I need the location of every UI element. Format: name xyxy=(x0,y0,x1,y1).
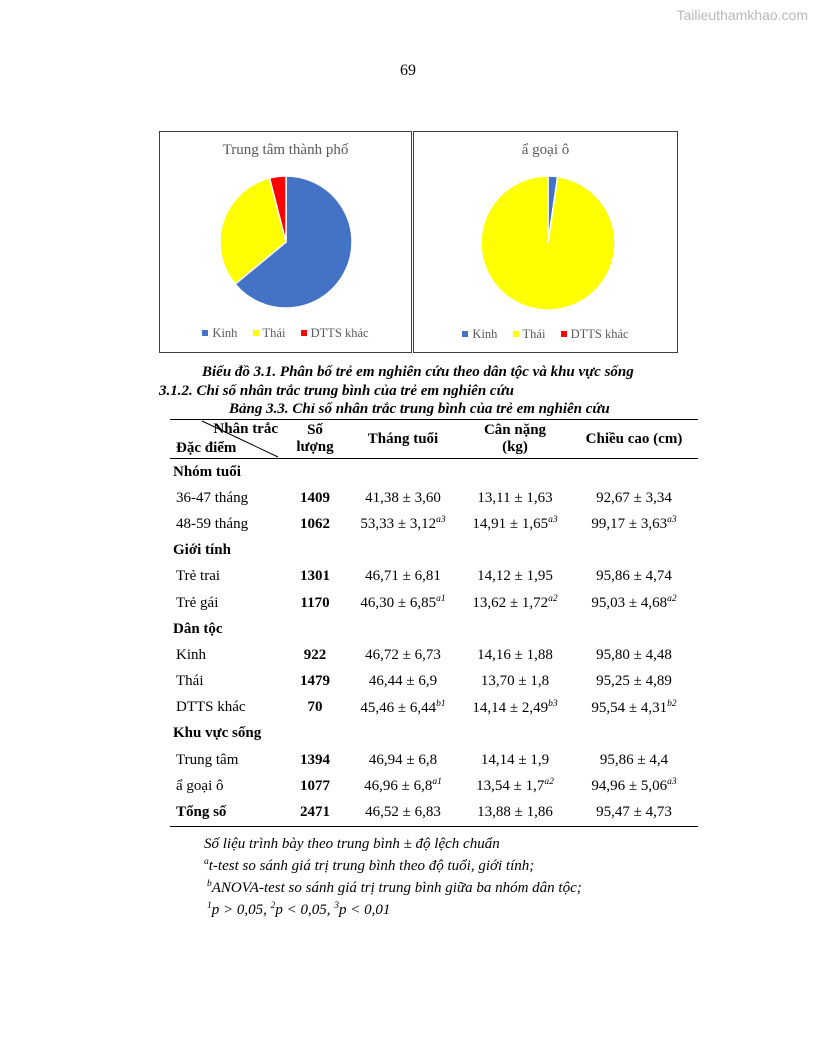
age-cell-value: 45,46 ± 6,44 xyxy=(360,699,437,716)
row-label: Trẻ trai xyxy=(176,568,221,585)
row-count: 70 xyxy=(307,699,323,716)
height-cell xyxy=(570,485,698,511)
height-cell-value: 92,67 ± 3,34 xyxy=(596,489,672,506)
row-count: 922 xyxy=(303,646,327,663)
header-corner-bottom: Đặc điểm xyxy=(176,440,237,456)
significance-marker: a3 xyxy=(667,515,677,526)
total-height-cell-value: 95,47 ± 4,73 xyxy=(596,804,672,821)
legend-swatch xyxy=(253,330,259,336)
row-label: Trung tâm xyxy=(176,751,239,768)
weight-cell-value: 13,54 ± 1,7 xyxy=(476,778,545,795)
weight-cell xyxy=(460,485,570,511)
legend-item-kinh xyxy=(462,327,497,341)
weight-cell xyxy=(460,695,570,721)
height-cell xyxy=(570,747,698,773)
table-header-row xyxy=(170,420,698,459)
legend-label: Thái xyxy=(522,327,546,341)
group-title: Nhóm tuổi xyxy=(173,463,241,480)
group-header-row xyxy=(170,538,698,564)
total-age-cell xyxy=(346,799,460,826)
significance-marker: a1 xyxy=(432,777,442,788)
note-text: ANOVA-test so sánh giá trị trung bình giữa ba nhóm dân tộc; xyxy=(211,880,582,896)
note-superscript: b xyxy=(207,879,212,889)
weight-cell xyxy=(460,747,570,773)
height-cell-value: 95,54 ± 4,31 xyxy=(591,699,668,716)
row-count: 1409 xyxy=(300,489,330,506)
header-n-line1: Số xyxy=(307,422,323,438)
weight-cell xyxy=(460,669,570,695)
total-age-cell-value: 46,52 ± 6,83 xyxy=(365,804,441,821)
row-label: Kinh xyxy=(176,646,206,663)
note-superscript: 3 xyxy=(334,901,339,911)
weight-cell xyxy=(460,773,570,799)
table-row xyxy=(170,695,698,721)
pie-chart-suburban xyxy=(413,131,678,353)
page-number: 69 xyxy=(400,62,416,79)
height-cell-value: 95,80 ± 4,48 xyxy=(596,646,672,663)
header-weight xyxy=(460,420,570,459)
note-text: p < 0,05, xyxy=(275,902,335,918)
height-cell-value: 95,25 ± 4,89 xyxy=(596,673,672,690)
age-cell-value: 46,30 ± 6,85 xyxy=(360,595,437,612)
height-cell-value: 95,03 ± 4,68 xyxy=(591,595,668,612)
row-count: 1170 xyxy=(300,594,330,611)
height-cell xyxy=(570,564,698,590)
age-cell-value: 46,94 ± 6,8 xyxy=(368,751,438,768)
row-label: DTTS khác xyxy=(176,699,246,716)
chart-legend xyxy=(414,327,677,342)
header-height: Chiều cao (cm) xyxy=(570,420,698,459)
weight-cell-value: 14,91 ± 1,65 xyxy=(472,516,549,533)
header-weight-line2: (kg) xyxy=(502,439,528,455)
note-superscript: 1 xyxy=(207,901,212,911)
height-cell-value: 95,86 ± 4,74 xyxy=(596,568,672,585)
weight-cell xyxy=(460,642,570,668)
row-label: ẩ goại ô xyxy=(176,777,224,794)
total-label: Tổng số xyxy=(170,799,284,826)
height-cell xyxy=(570,590,698,616)
group-title: Giới tính xyxy=(173,542,231,559)
note-text: p > 0,05, xyxy=(211,902,271,918)
legend-label: Kinh xyxy=(212,326,238,340)
height-cell-value: 95,86 ± 4,4 xyxy=(599,751,669,768)
header-n xyxy=(284,420,346,459)
pie-svg xyxy=(414,132,677,352)
table-row xyxy=(170,590,698,616)
group-header-row xyxy=(170,616,698,642)
height-cell xyxy=(570,511,698,537)
weight-cell xyxy=(460,564,570,590)
legend-swatch xyxy=(202,330,208,336)
age-cell-value: 41,38 ± 3,60 xyxy=(365,489,441,506)
age-cell xyxy=(346,642,460,668)
weight-cell xyxy=(460,511,570,537)
chart-legend xyxy=(160,326,411,341)
significance-marker: a3 xyxy=(667,777,677,788)
legend-label: DTTS khác xyxy=(570,327,629,341)
header-corner-top: Nhân trắc xyxy=(213,421,278,437)
row-count: 1479 xyxy=(300,673,330,690)
significance-marker: b1 xyxy=(436,698,446,709)
significance-marker: a3 xyxy=(548,515,558,526)
group-title: Khu vực sống xyxy=(173,725,262,742)
pie-slice-thái xyxy=(481,176,615,310)
header-age: Tháng tuổi xyxy=(346,420,460,459)
note-text: p < 0,01 xyxy=(339,902,391,918)
weight-cell xyxy=(460,590,570,616)
significance-marker: b3 xyxy=(548,698,558,709)
group-title: Dân tộc xyxy=(173,620,223,637)
legend-swatch xyxy=(462,331,468,337)
significance-marker: a3 xyxy=(436,515,446,526)
significance-marker: a2 xyxy=(544,777,554,788)
table-row xyxy=(170,747,698,773)
age-cell xyxy=(346,511,460,537)
weight-cell-value: 14,16 ± 1,88 xyxy=(477,646,553,663)
figure-caption: Biểu đồ 3.1. Phân bố trẻ em nghiên cứu theo dân tộc và khu vực sống xyxy=(202,364,634,380)
weight-cell-value: 13,11 ± 1,63 xyxy=(477,489,553,506)
height-cell xyxy=(570,669,698,695)
total-row xyxy=(170,799,698,826)
legend-label: Thái xyxy=(262,326,286,340)
age-cell xyxy=(346,564,460,590)
legend-swatch xyxy=(561,331,567,337)
row-label: Trẻ gái xyxy=(176,594,219,611)
legend-label: DTTS khác xyxy=(310,326,369,340)
row-label: Thái xyxy=(176,673,204,690)
total-height-cell xyxy=(570,799,698,826)
header-n-line2: lượng xyxy=(296,439,334,455)
age-cell xyxy=(346,590,460,616)
legend-item-dtts xyxy=(301,326,369,340)
total-weight-cell xyxy=(460,799,570,826)
header-weight-line1: Cân nặng xyxy=(483,422,547,438)
weight-cell-value: 13,62 ± 1,72 xyxy=(472,595,549,612)
pie-chart-city-center xyxy=(159,131,412,353)
age-cell-value: 46,44 ± 6,9 xyxy=(368,673,438,690)
note-line-1: Số liệu trình bày theo trung bình ± độ lệch chuẩn xyxy=(204,836,500,852)
table-row xyxy=(170,642,698,668)
note-superscript: a xyxy=(204,857,209,867)
note-line-3 xyxy=(207,879,582,897)
watermark: Tailieuthamkhao.com xyxy=(676,7,808,23)
header-corner-cell xyxy=(170,420,284,459)
chart-title: ẩ goại ô xyxy=(521,142,570,158)
weight-cell-value: 14,12 ± 1,95 xyxy=(477,568,553,585)
age-cell-value: 46,72 ± 6,73 xyxy=(365,646,441,663)
weight-cell-value: 13,70 ± 1,8 xyxy=(480,673,550,690)
height-cell xyxy=(570,642,698,668)
note-line-4 xyxy=(207,901,390,919)
row-count: 1394 xyxy=(300,751,330,768)
significance-marker: a1 xyxy=(436,594,446,605)
age-cell-value: 46,71 ± 6,81 xyxy=(365,568,441,585)
legend-item-kinh xyxy=(202,326,237,340)
group-header-row xyxy=(170,721,698,747)
legend-label: Kinh xyxy=(472,327,498,341)
table-row xyxy=(170,485,698,511)
weight-cell-value: 14,14 ± 1,9 xyxy=(480,751,550,768)
note-superscript: 2 xyxy=(270,901,276,911)
group-header-row xyxy=(170,459,698,486)
row-count: 1301 xyxy=(300,568,330,585)
table-row xyxy=(170,564,698,590)
significance-marker: a2 xyxy=(548,594,558,605)
table-row xyxy=(170,511,698,537)
age-cell xyxy=(346,747,460,773)
note-line-2 xyxy=(204,857,534,875)
significance-marker: b2 xyxy=(667,698,677,709)
table-caption: Bảng 3.3. Chỉ số nhân trắc trung bình của trẻ em nghiên cứu xyxy=(229,401,610,417)
legend-swatch xyxy=(301,330,307,336)
age-cell xyxy=(346,695,460,721)
weight-cell-value: 14,14 ± 2,49 xyxy=(472,699,549,716)
age-cell-value: 46,96 ± 6,8 xyxy=(364,778,433,795)
anthropometric-table xyxy=(170,419,698,827)
age-cell xyxy=(346,773,460,799)
significance-marker: a2 xyxy=(667,594,677,605)
height-cell-value: 99,17 ± 3,63 xyxy=(591,516,668,533)
height-cell-value: 94,96 ± 5,06 xyxy=(591,778,668,795)
legend-swatch xyxy=(513,331,519,337)
total-count: 2471 xyxy=(284,799,346,826)
table-row xyxy=(170,773,698,799)
legend-item-thai xyxy=(253,326,286,340)
table-row xyxy=(170,669,698,695)
height-cell xyxy=(570,773,698,799)
total-weight-cell-value: 13,88 ± 1,86 xyxy=(477,804,553,821)
age-cell xyxy=(346,669,460,695)
pie-svg xyxy=(160,132,411,352)
section-heading: 3.1.2. Chỉ số nhân trắc trung bình của trẻ em nghiên cứu xyxy=(159,383,514,399)
row-count: 1077 xyxy=(300,777,330,794)
note-text: t-test so sánh giá trị trung bình theo độ tuổi, giới tính; xyxy=(208,858,535,874)
row-label: 48-59 tháng xyxy=(176,515,249,532)
row-label: 36-47 tháng xyxy=(176,489,249,506)
height-cell xyxy=(570,695,698,721)
age-cell xyxy=(346,485,460,511)
age-cell-value: 53,33 ± 3,12 xyxy=(360,516,437,533)
chart-title: Trung tâm thành phố xyxy=(222,142,349,158)
row-count: 1062 xyxy=(300,515,330,532)
legend-item-thai xyxy=(513,327,546,341)
legend-item-dtts xyxy=(561,327,629,341)
